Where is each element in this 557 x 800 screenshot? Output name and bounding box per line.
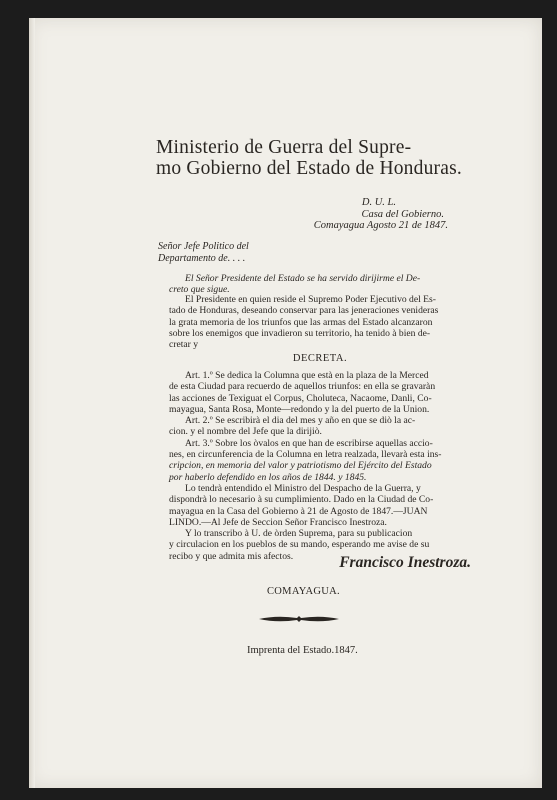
preamble-line: El Presidente en quien reside el Supremo Poder Ejecutivo del Es-: [185, 294, 436, 305]
document-sheet: [29, 18, 542, 788]
preamble-paragraph: [169, 294, 471, 350]
article-line: mayagua en la Casa del Gobierno à 21 de Agosto de 1847.—JUAN: [169, 505, 428, 517]
preamble-line: sobre los enemigos que invadieron su territorio, ha tenido à bien de-: [169, 327, 431, 339]
intro-line-1: El Señor Presidente del Estado se ha servido dirijirme el De-: [185, 273, 421, 284]
ornament-rule-icon: [257, 613, 341, 625]
article-line: mayagua, Santa Rosa, Monte—redondo y la del puerto de la Union.: [169, 403, 430, 415]
article-line: cripcion, en memoria del valor y patriotismo del Ejército del Estado: [169, 460, 432, 472]
dul-text: D. U. L.: [361, 197, 396, 208]
intro-line-2: creto que sigue.: [169, 284, 230, 296]
article-line: por haberlo defendido en los años de 1844. y 1845.: [169, 471, 367, 483]
article-line: Y lo transcribo à U. de òrden Suprema, para su publicacion: [185, 528, 413, 540]
preamble-line: cretar y: [169, 339, 199, 351]
article-line: nes, en circunferencia de la Columna en letra realzada, llevarà esta ins-: [169, 449, 442, 461]
printer-imprint: Imprenta del Estado.1847.: [247, 645, 358, 656]
addressee-line-2: Departamento de. . . .: [158, 252, 246, 264]
decreta-heading: DECRETA.: [292, 353, 348, 364]
ministry-title: [156, 137, 486, 179]
article-line: recibo y que admita mis afectos.: [169, 550, 294, 562]
article-line: LINDO.—Al Jefe de Seccion Señor Francisco Inestroza.: [169, 516, 387, 528]
articles-block: [169, 370, 471, 562]
place-name: COMAYAGUA.: [267, 586, 340, 597]
article-line: cion. y el nombre del Jefe que la dirijiò.: [169, 426, 322, 438]
paper-edge: [29, 18, 35, 788]
article-line: Art. 2.º Se escribirà el dia del mes y año en que se diò la ac-: [185, 415, 416, 427]
addressee: [158, 241, 378, 264]
addressee-line-1: Señor Jefe Politico del: [158, 241, 249, 252]
intro-paragraph: [169, 273, 471, 296]
article-line: Art. 3.º Sobre los òvalos en que han de escribirse aquellas accio-: [185, 437, 433, 449]
preamble-line: la grata memoria de los triunfos que las armas del Estado alcanzaron: [169, 316, 433, 328]
date-text: Comayagua Agosto 21 de 1847.: [313, 220, 448, 231]
header-block: [229, 197, 448, 232]
article-line: Lo tendrà entendido el Ministro del Despacho de la Guerra, y: [185, 482, 421, 494]
title-line-1: Ministerio de Guerra del Supre-: [156, 137, 412, 158]
casa-text: Casa del Gobierno.: [361, 208, 444, 220]
article-line: y circulacion en los pueblos de su mando, esperando me avise de su: [169, 539, 430, 551]
article-line: Art. 1.º Se dedica la Columna que està en la plaza de la Merced: [185, 370, 429, 381]
signature: Francisco Inestroza.: [339, 554, 471, 571]
article-line: las acciones de Texiguat el Corpus, Choluteca, Nacaome, Danli, Co-: [169, 392, 432, 404]
preamble-line: tado de Honduras, deseando conservar para las jeneraciones venideras: [169, 305, 439, 317]
article-line: dispondrà lo necesario à su cumplimiento. Dado en la Ciudad de Co-: [169, 494, 434, 506]
article-line: de esta Ciudad para recuerdo de aquellos triunfos: en ella se gravaràn: [169, 381, 436, 393]
title-line-2: mo Gobierno del Estado de Honduras.: [156, 158, 462, 179]
